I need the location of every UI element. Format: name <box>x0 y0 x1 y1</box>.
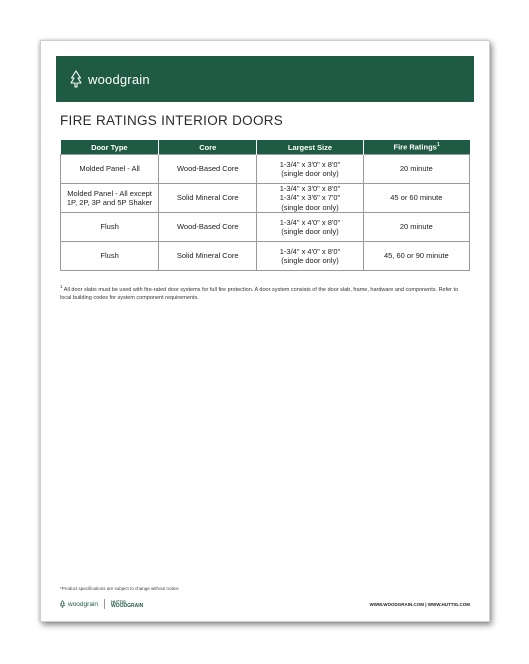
document-page <box>40 40 490 622</box>
footer-huttig-logo: HUTTIG WOODGRAIN <box>111 598 144 609</box>
document-title: FIRE RATINGS INTERIOR DOORS <box>60 113 284 128</box>
pine-tree-icon <box>70 70 82 88</box>
pine-tree-icon <box>60 600 65 608</box>
cell-rating: 45, 60 or 90 minute <box>363 242 469 271</box>
table-row <box>61 213 470 242</box>
header-door-type: Door Type <box>61 140 159 155</box>
cell-rating: 20 minute <box>363 155 469 184</box>
footnote <box>60 284 470 302</box>
brand-logo <box>70 70 150 88</box>
table-row <box>61 184 470 213</box>
table-header-row <box>61 140 470 155</box>
cell-door-type: Flush <box>61 242 159 271</box>
fire-ratings-table <box>60 140 470 271</box>
brand-header-bar <box>56 56 474 102</box>
cell-rating: 20 minute <box>363 213 469 242</box>
footer-woodgrain-logo: woodgrain <box>68 600 98 608</box>
cell-rating: 45 or 60 minute <box>363 184 469 213</box>
brand-name: woodgrain <box>88 71 150 87</box>
cell-size: 1-3/4" x 3'0" x 8'0" (single door only) <box>257 155 363 184</box>
footer-logos <box>60 599 143 609</box>
footnote-marker: 1 <box>60 284 63 289</box>
cell-size: 1-3/4" x 4'0" x 8'0" (single door only) <box>257 213 363 242</box>
cell-door-type: Molded Panel - All <box>61 155 159 184</box>
footer-logo-divider <box>104 599 105 609</box>
cell-door-type: Flush <box>61 213 159 242</box>
table-row <box>61 155 470 184</box>
fire-ratings-footnote-marker: 1 <box>436 142 440 149</box>
cell-core: Wood-Based Core <box>159 213 257 242</box>
header-largest-size: Largest Size <box>257 140 363 155</box>
disclaimer-text: *Product specifications are subject to change without notice <box>60 586 179 591</box>
footnote-text: All door slabs must be used with fire-rated door systems for full fire protection. A door system consists of the door slab, frame, hardware and components. Refer to local building codes for system component requirements. <box>60 286 459 302</box>
header-fire-ratings: Fire Ratings$^1$ <box>363 140 469 155</box>
cell-size: 1-3/4" x 3'0" x 8'0" 1-3/4" x 3'6" x 7'0" (single door only) <box>257 184 363 213</box>
footer-website-links[interactable]: WWW.WOODGRAIN.COM | WWW.HUTTIG.COM <box>369 602 470 607</box>
cell-core: Solid Mineral Core <box>159 184 257 213</box>
cell-size: 1-3/4" x 4'0" x 8'0" (single door only) <box>257 242 363 271</box>
cell-core: Wood-Based Core <box>159 155 257 184</box>
cell-door-type: Molded Panel - All except 1P, 2P, 3P and 5P Shaker <box>61 184 159 213</box>
table-row <box>61 242 470 271</box>
header-core: Core <box>159 140 257 155</box>
cell-core: Solid Mineral Core <box>159 242 257 271</box>
